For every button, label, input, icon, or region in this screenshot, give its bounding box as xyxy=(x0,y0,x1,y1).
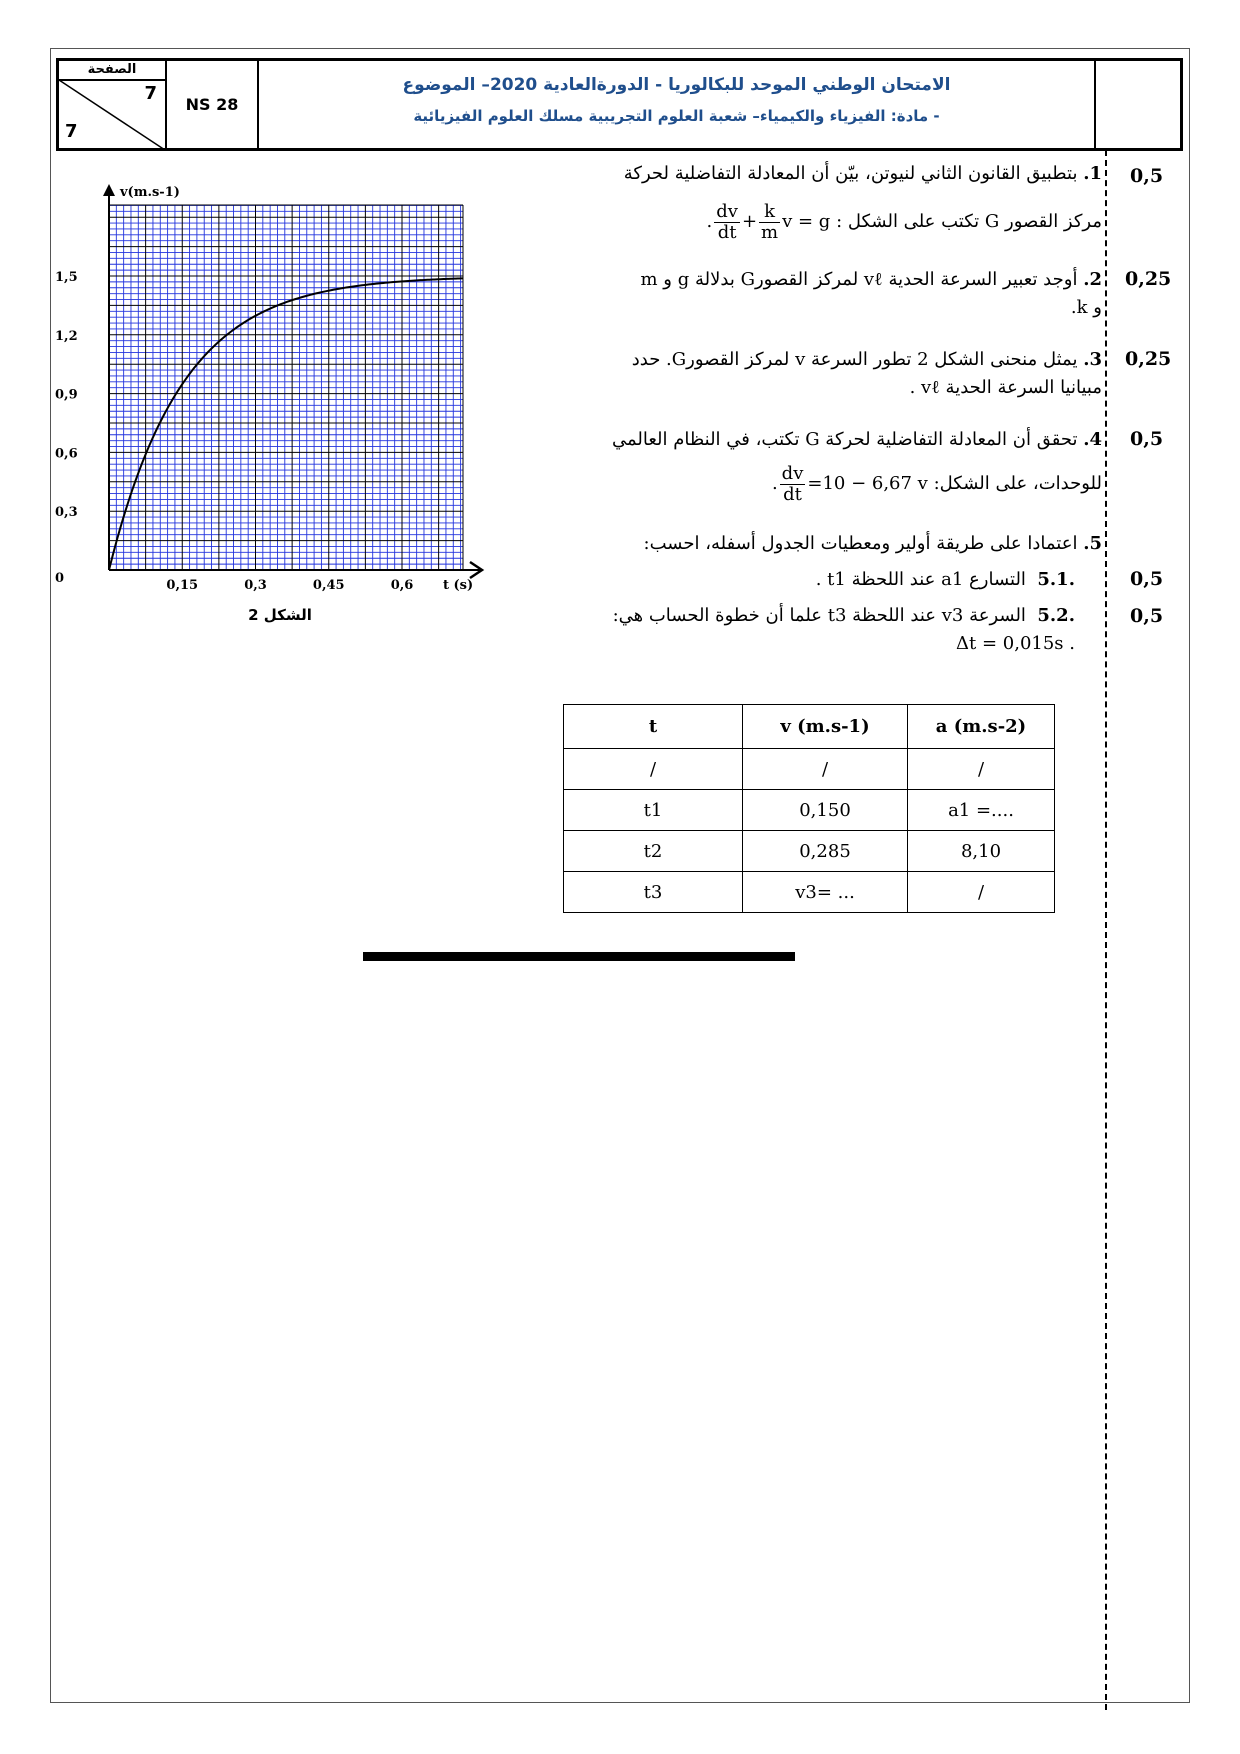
exam-title: الامتحان الوطني الموحد للبكالوريا - الدورةالعادية 2020– الموضوع xyxy=(402,75,951,95)
eq4-rest: =10 − 6,67 v xyxy=(807,473,928,494)
question-4-equation xyxy=(772,460,928,508)
x-tick-label: 0,3 xyxy=(244,578,267,593)
question-3-number: 3. xyxy=(1083,349,1102,370)
eq4-frac-dvdt xyxy=(780,464,806,505)
question-5-2 xyxy=(515,602,1075,658)
velocity-curve xyxy=(109,278,463,570)
exam-code: NS 28 xyxy=(185,95,239,114)
table-cell: t3 xyxy=(564,872,743,913)
table-cell: t2 xyxy=(564,831,743,872)
eq1-den-m: m xyxy=(761,221,779,243)
question-3-line2: مبيانيا السرعة الحدية vℓ . xyxy=(909,377,1102,398)
y-tick-label: 0 xyxy=(55,571,65,586)
y-tick-label: 0,9 xyxy=(55,387,78,403)
table-row xyxy=(564,790,1055,831)
table-header-a: a (m.s-2) xyxy=(908,705,1055,749)
question-2-number: 2. xyxy=(1083,269,1102,290)
table-cell: v3= ... xyxy=(743,872,908,913)
table-cell: / xyxy=(564,749,743,790)
exam-subtitle: - مادة: الفيزياء والكيمياء– شعبة العلوم التجريبية مسلك العلوم الفيزيائية xyxy=(413,107,940,125)
score-q1: 0,5 xyxy=(1130,165,1164,187)
question-1-line1: بتطبيق القانون الثاني لنيوتن، بيّن أن المعادلة التفاضلية لحركة xyxy=(623,163,1078,184)
score-q3: 0,25 xyxy=(1125,348,1172,370)
x-tick-label: 0,6 xyxy=(390,578,414,593)
table-row xyxy=(564,872,1055,913)
question-2-line1: أوجد تعبير السرعة الحدية vℓ لمركز القصورG بدلالة g و m xyxy=(640,269,1078,290)
table-cell: a1 =.... xyxy=(908,790,1055,831)
page-label: الصفحة xyxy=(59,61,165,81)
score-q52: 0,5 xyxy=(1130,605,1164,627)
y-tick-label: 1,5 xyxy=(55,270,78,285)
score-divider xyxy=(1105,150,1107,1710)
table-header-t: t xyxy=(564,705,743,749)
question-4 xyxy=(542,426,1102,454)
euler-table xyxy=(563,704,1055,913)
table-cell: / xyxy=(743,749,908,790)
y-axis-arrow xyxy=(103,184,115,196)
question-2 xyxy=(542,266,1102,322)
table-header-row xyxy=(564,705,1055,749)
x-tick-label: 0,15 xyxy=(166,578,199,593)
y-tick-labels xyxy=(55,270,78,586)
question-4-equation-line xyxy=(542,460,1102,508)
grid-minor xyxy=(109,205,463,570)
exam-header xyxy=(56,58,1183,151)
eq1-num-k: k xyxy=(759,202,780,223)
table-row xyxy=(564,749,1055,790)
eq1-period: . xyxy=(706,211,713,232)
page-current: 7 xyxy=(144,83,157,104)
blank-box xyxy=(1096,61,1180,148)
chart-title: الشكل 2 xyxy=(248,606,312,624)
title-box xyxy=(259,61,1096,148)
eq1-den-dt: dt xyxy=(717,221,737,243)
question-5-2-number: .5.2 xyxy=(1037,605,1075,626)
question-5-2-line2: . Δt = 0,015s xyxy=(956,633,1075,654)
y-tick-label: 1,2 xyxy=(55,328,78,344)
question-5-1 xyxy=(515,566,1075,594)
table-cell: 0,150 xyxy=(743,790,908,831)
table-header-v: v (m.s-1) xyxy=(743,705,908,749)
end-rule xyxy=(363,952,795,961)
table-row xyxy=(564,831,1055,872)
question-4-line2: للوحدات، على الشكل: xyxy=(933,473,1102,494)
question-5-2-text: السرعة v3 عند اللحظة t3 علما أن خطوة الحساب هي: xyxy=(612,605,1026,626)
table-cell: / xyxy=(908,872,1055,913)
score-q51: 0,5 xyxy=(1130,568,1164,590)
question-2-line2: و k. xyxy=(1070,297,1102,318)
question-5-line1: اعتمادا على طريقة أولير ومعطيات الجدول أسفله، احسب: xyxy=(643,533,1078,554)
question-5-1-text: التسارع a1 عند اللحظة t1 . xyxy=(815,569,1026,590)
y-axis-label: v(m.s-1) xyxy=(120,185,180,200)
question-5 xyxy=(542,530,1102,558)
velocity-chart xyxy=(50,175,490,645)
question-5-number: 5. xyxy=(1083,533,1102,554)
page-number-box xyxy=(59,61,167,148)
question-4-number: 4. xyxy=(1083,429,1102,450)
question-3 xyxy=(542,346,1102,402)
page-total: 7 xyxy=(65,121,78,142)
x-tick-labels xyxy=(166,578,413,593)
table-cell: 8,10 xyxy=(908,831,1055,872)
score-q2: 0,25 xyxy=(1125,268,1172,290)
y-tick-label: 0,3 xyxy=(55,505,78,521)
x-tick-label: 0,45 xyxy=(312,578,345,593)
eq1-num-dv: dv xyxy=(716,200,738,222)
eq1-frac-dvdt xyxy=(714,202,740,243)
eq1-rest: v = g xyxy=(782,211,831,232)
table-cell: / xyxy=(908,749,1055,790)
y-tick-label: 0,6 xyxy=(55,446,78,462)
table-cell: t1 xyxy=(564,790,743,831)
eq4-den-dt: dt xyxy=(783,483,802,505)
question-1-line2: مركز القصور G تكتب على الشكل : xyxy=(836,211,1102,232)
eq4-num-dv: dv xyxy=(781,462,804,484)
eq1-frac-km xyxy=(759,202,780,243)
x-axis-label: t (s) xyxy=(443,578,474,593)
question-1-equation xyxy=(707,198,831,246)
score-q4: 0,5 xyxy=(1130,428,1164,450)
question-5-1-number: .5.1 xyxy=(1037,569,1075,590)
question-3-line1: يمثل منحنى الشكل 2 تطور السرعة v لمركز القصورG. حدد xyxy=(631,349,1078,370)
question-1 xyxy=(542,160,1102,188)
question-4-line1: تحقق أن المعادلة التفاضلية لحركة G تكتب، في النظام العالمي xyxy=(611,429,1078,450)
question-1-number: 1. xyxy=(1083,163,1102,184)
eq1-plus: + xyxy=(741,211,758,232)
eq4-period: . xyxy=(771,473,778,494)
table-cell: 0,285 xyxy=(743,831,908,872)
code-box xyxy=(167,61,259,148)
question-1-equation-line xyxy=(542,198,1102,246)
